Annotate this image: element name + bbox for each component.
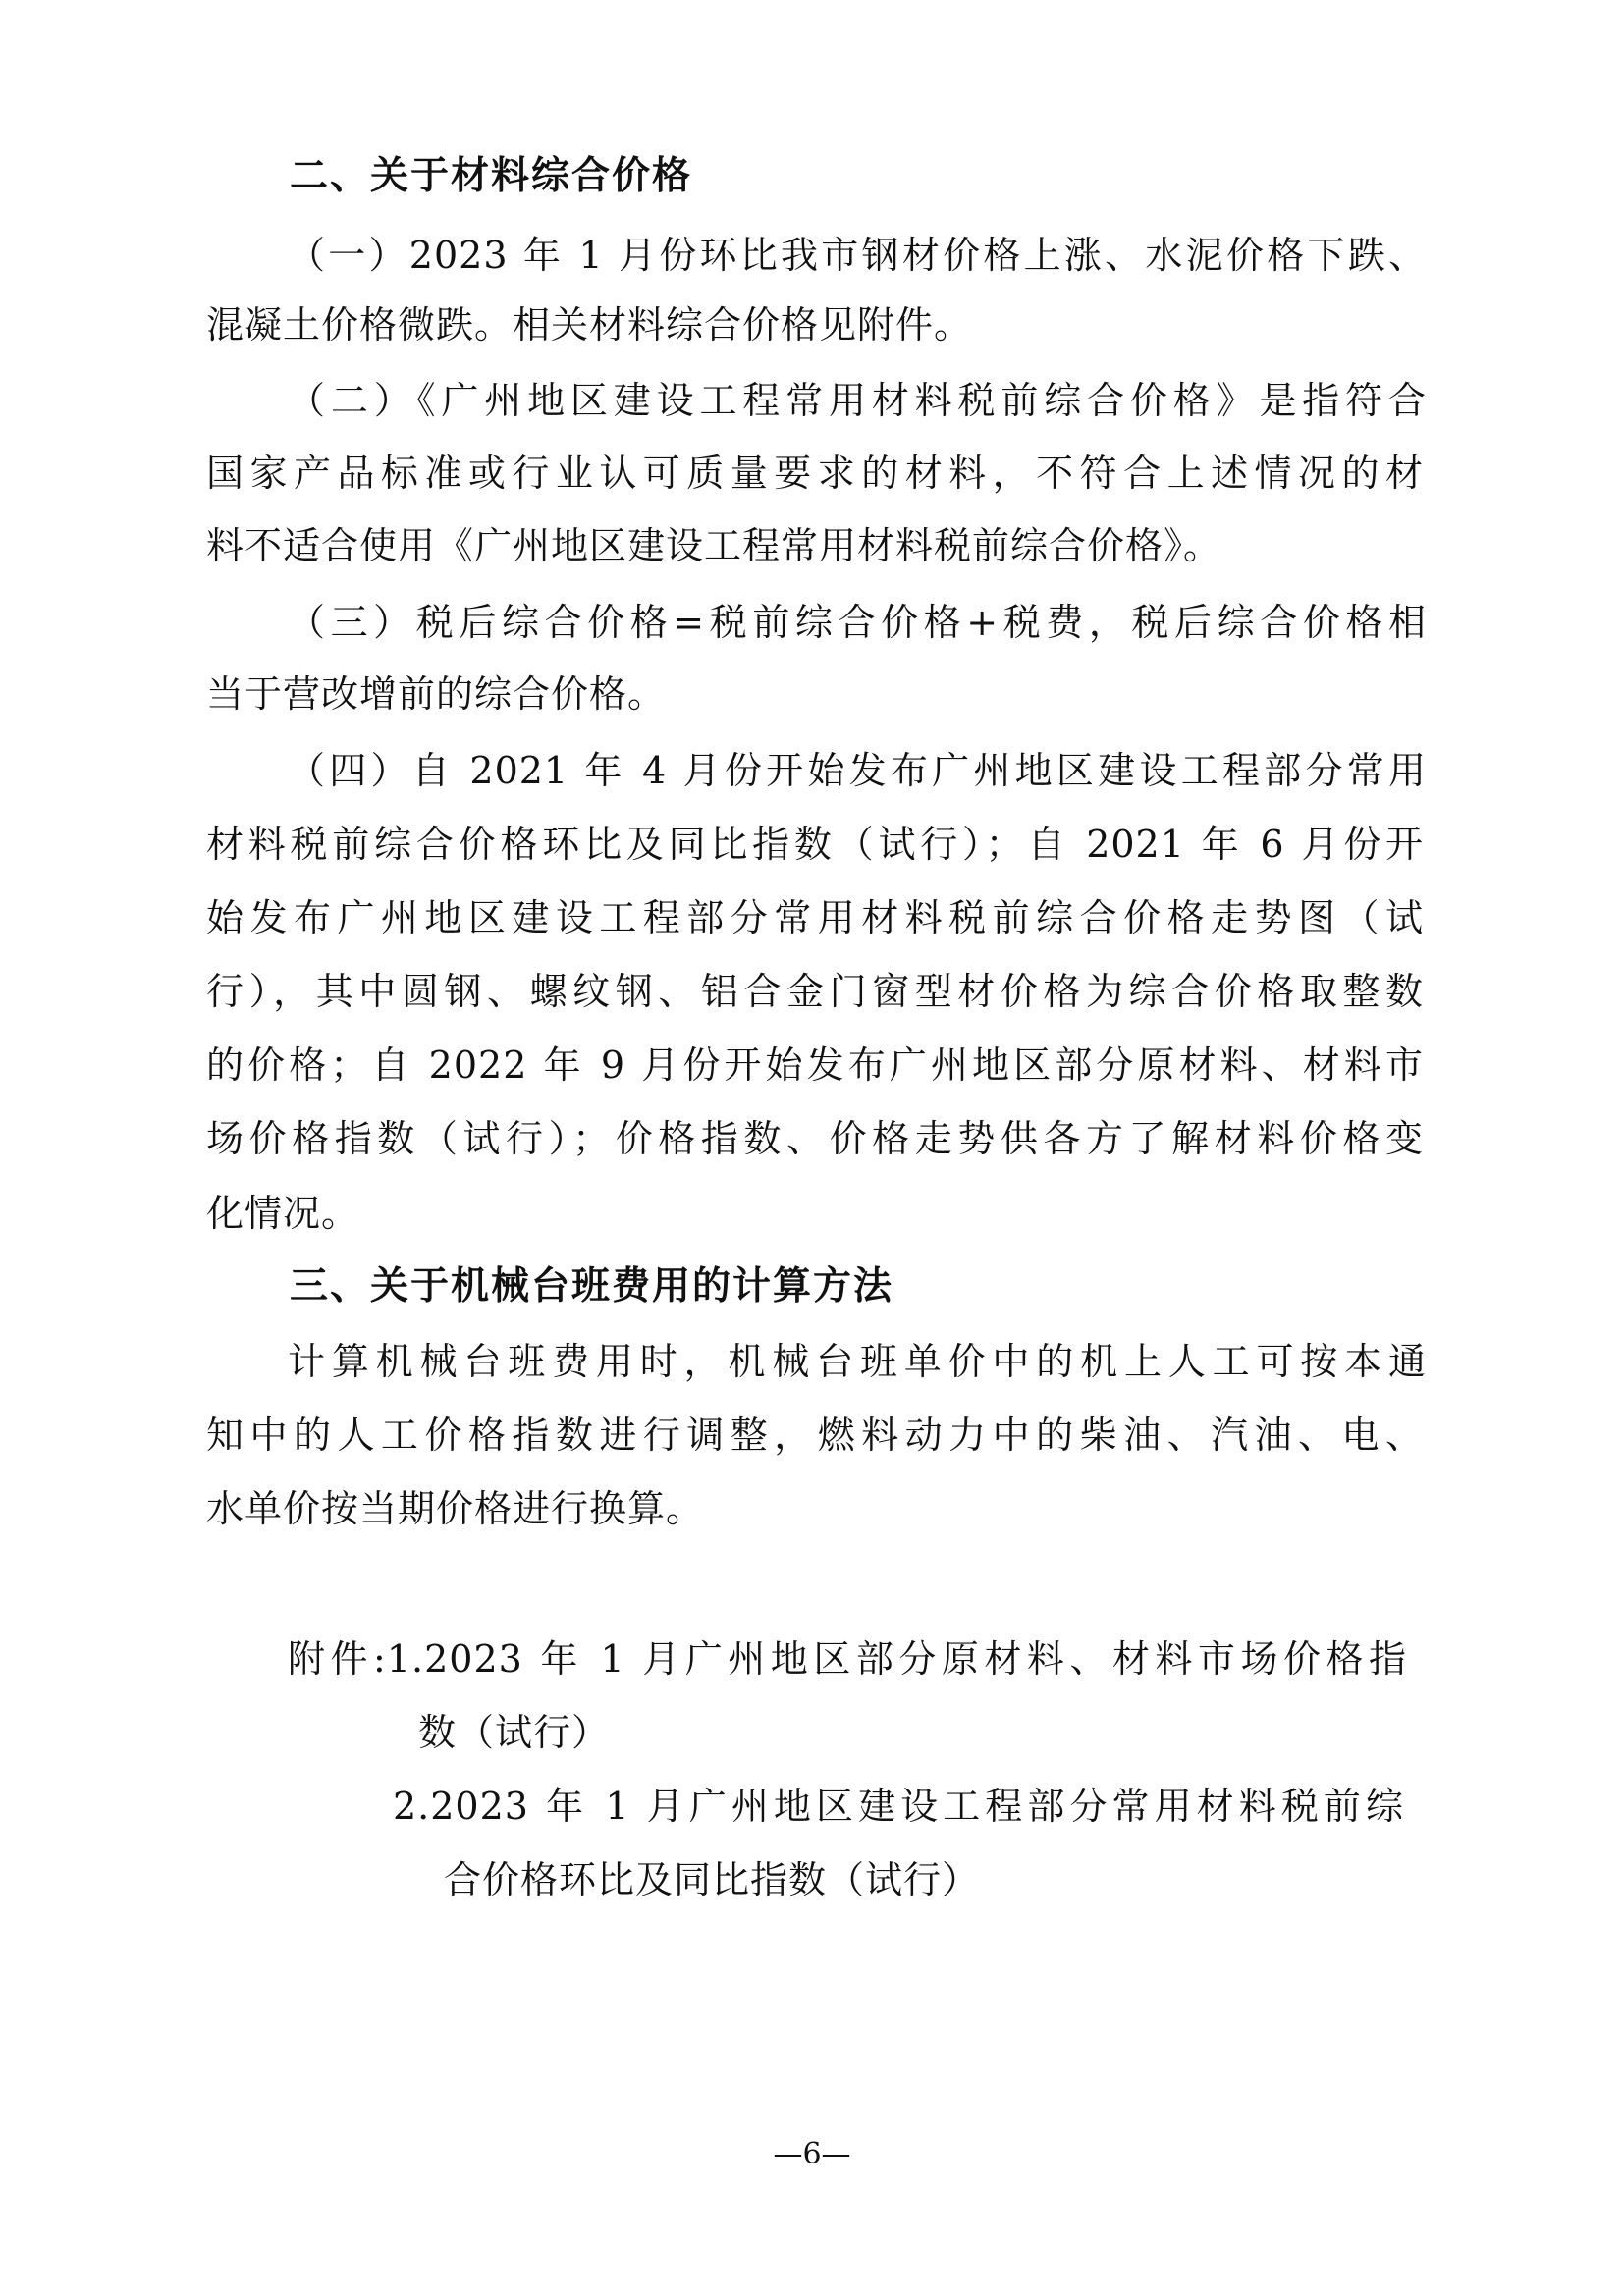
section-2-para-3-line-1: （三）税后综合价格=税前综合价格+税费，税后综合价格相: [288, 601, 1427, 644]
section-2-para-4-line-5: 的价格；自 2022 年 9 月份开始发布广州地区部分原材料、材料市: [206, 1043, 1424, 1087]
attachment-2-line-2: 合价格环比及同比指数（试行）: [444, 1858, 981, 1901]
section-2-para-1-line-1: （一）2023 年 1 月份环比我市钢材价格上涨、水泥价格下跌、: [288, 234, 1427, 277]
section-2-para-4-line-3: 始发布广州地区建设工程部分常用材料税前综合价格走势图（试: [206, 896, 1424, 939]
attachment-2-line-1: 2.2023 年 1 月广州地区建设工程部分常用材料税前综: [393, 1785, 1404, 1828]
page-number: —6—: [773, 2137, 851, 2171]
section-2-para-2-line-1: （二）《广州地区建设工程常用材料税前综合价格》是指符合: [288, 379, 1427, 422]
section-3-para-1-line-2: 知中的人工价格指数进行调整，燃料动力中的柴油、汽油、电、: [206, 1414, 1424, 1457]
section-3-para-1-line-1: 计算机械台班费用时，机械台班单价中的机上人工可按本通: [288, 1340, 1427, 1383]
section-2-para-4-line-6: 场价格指数（试行）；价格指数、价格走势供各方了解材料价格变: [206, 1117, 1424, 1160]
section-2-para-4-line-2: 材料税前综合价格环比及同比指数（试行）；自 2021 年 6 月份开: [206, 823, 1424, 866]
section-2-para-2-line-2: 国家产品标准或行业认可质量要求的材料，不符合上述情况的材: [206, 452, 1424, 495]
attachment-1-line-1: 附件:1.2023 年 1 月广州地区部分原材料、材料市场价格指: [288, 1637, 1407, 1681]
attachment-1-line-2: 数（试行）: [418, 1711, 611, 1754]
section-2-para-2-line-3: 料不适合使用《广州地区建设工程常用材料税前综合价格》。: [206, 524, 1222, 567]
section-2-para-1-line-2: 混凝土价格微跌。相关材料综合价格见附件。: [206, 303, 973, 347]
section-2-para-3-line-2: 当于营改增前的综合价格。: [206, 672, 667, 716]
section-3-heading: 三、关于机械台班费用的计算方法: [290, 1264, 894, 1308]
section-2-para-4-line-7: 化情况。: [206, 1192, 360, 1235]
section-3-para-1-line-3: 水单价按当期价格进行换算。: [206, 1487, 705, 1530]
section-2-heading: 二、关于材料综合价格: [290, 154, 693, 198]
section-2-para-4-line-1: （四）自 2021 年 4 月份开始发布广州地区建设工程部分常用: [288, 749, 1427, 792]
section-2-para-4-line-4: 行），其中圆钢、螺纹钢、铝合金门窗型材价格为综合价格取整数: [206, 970, 1424, 1013]
